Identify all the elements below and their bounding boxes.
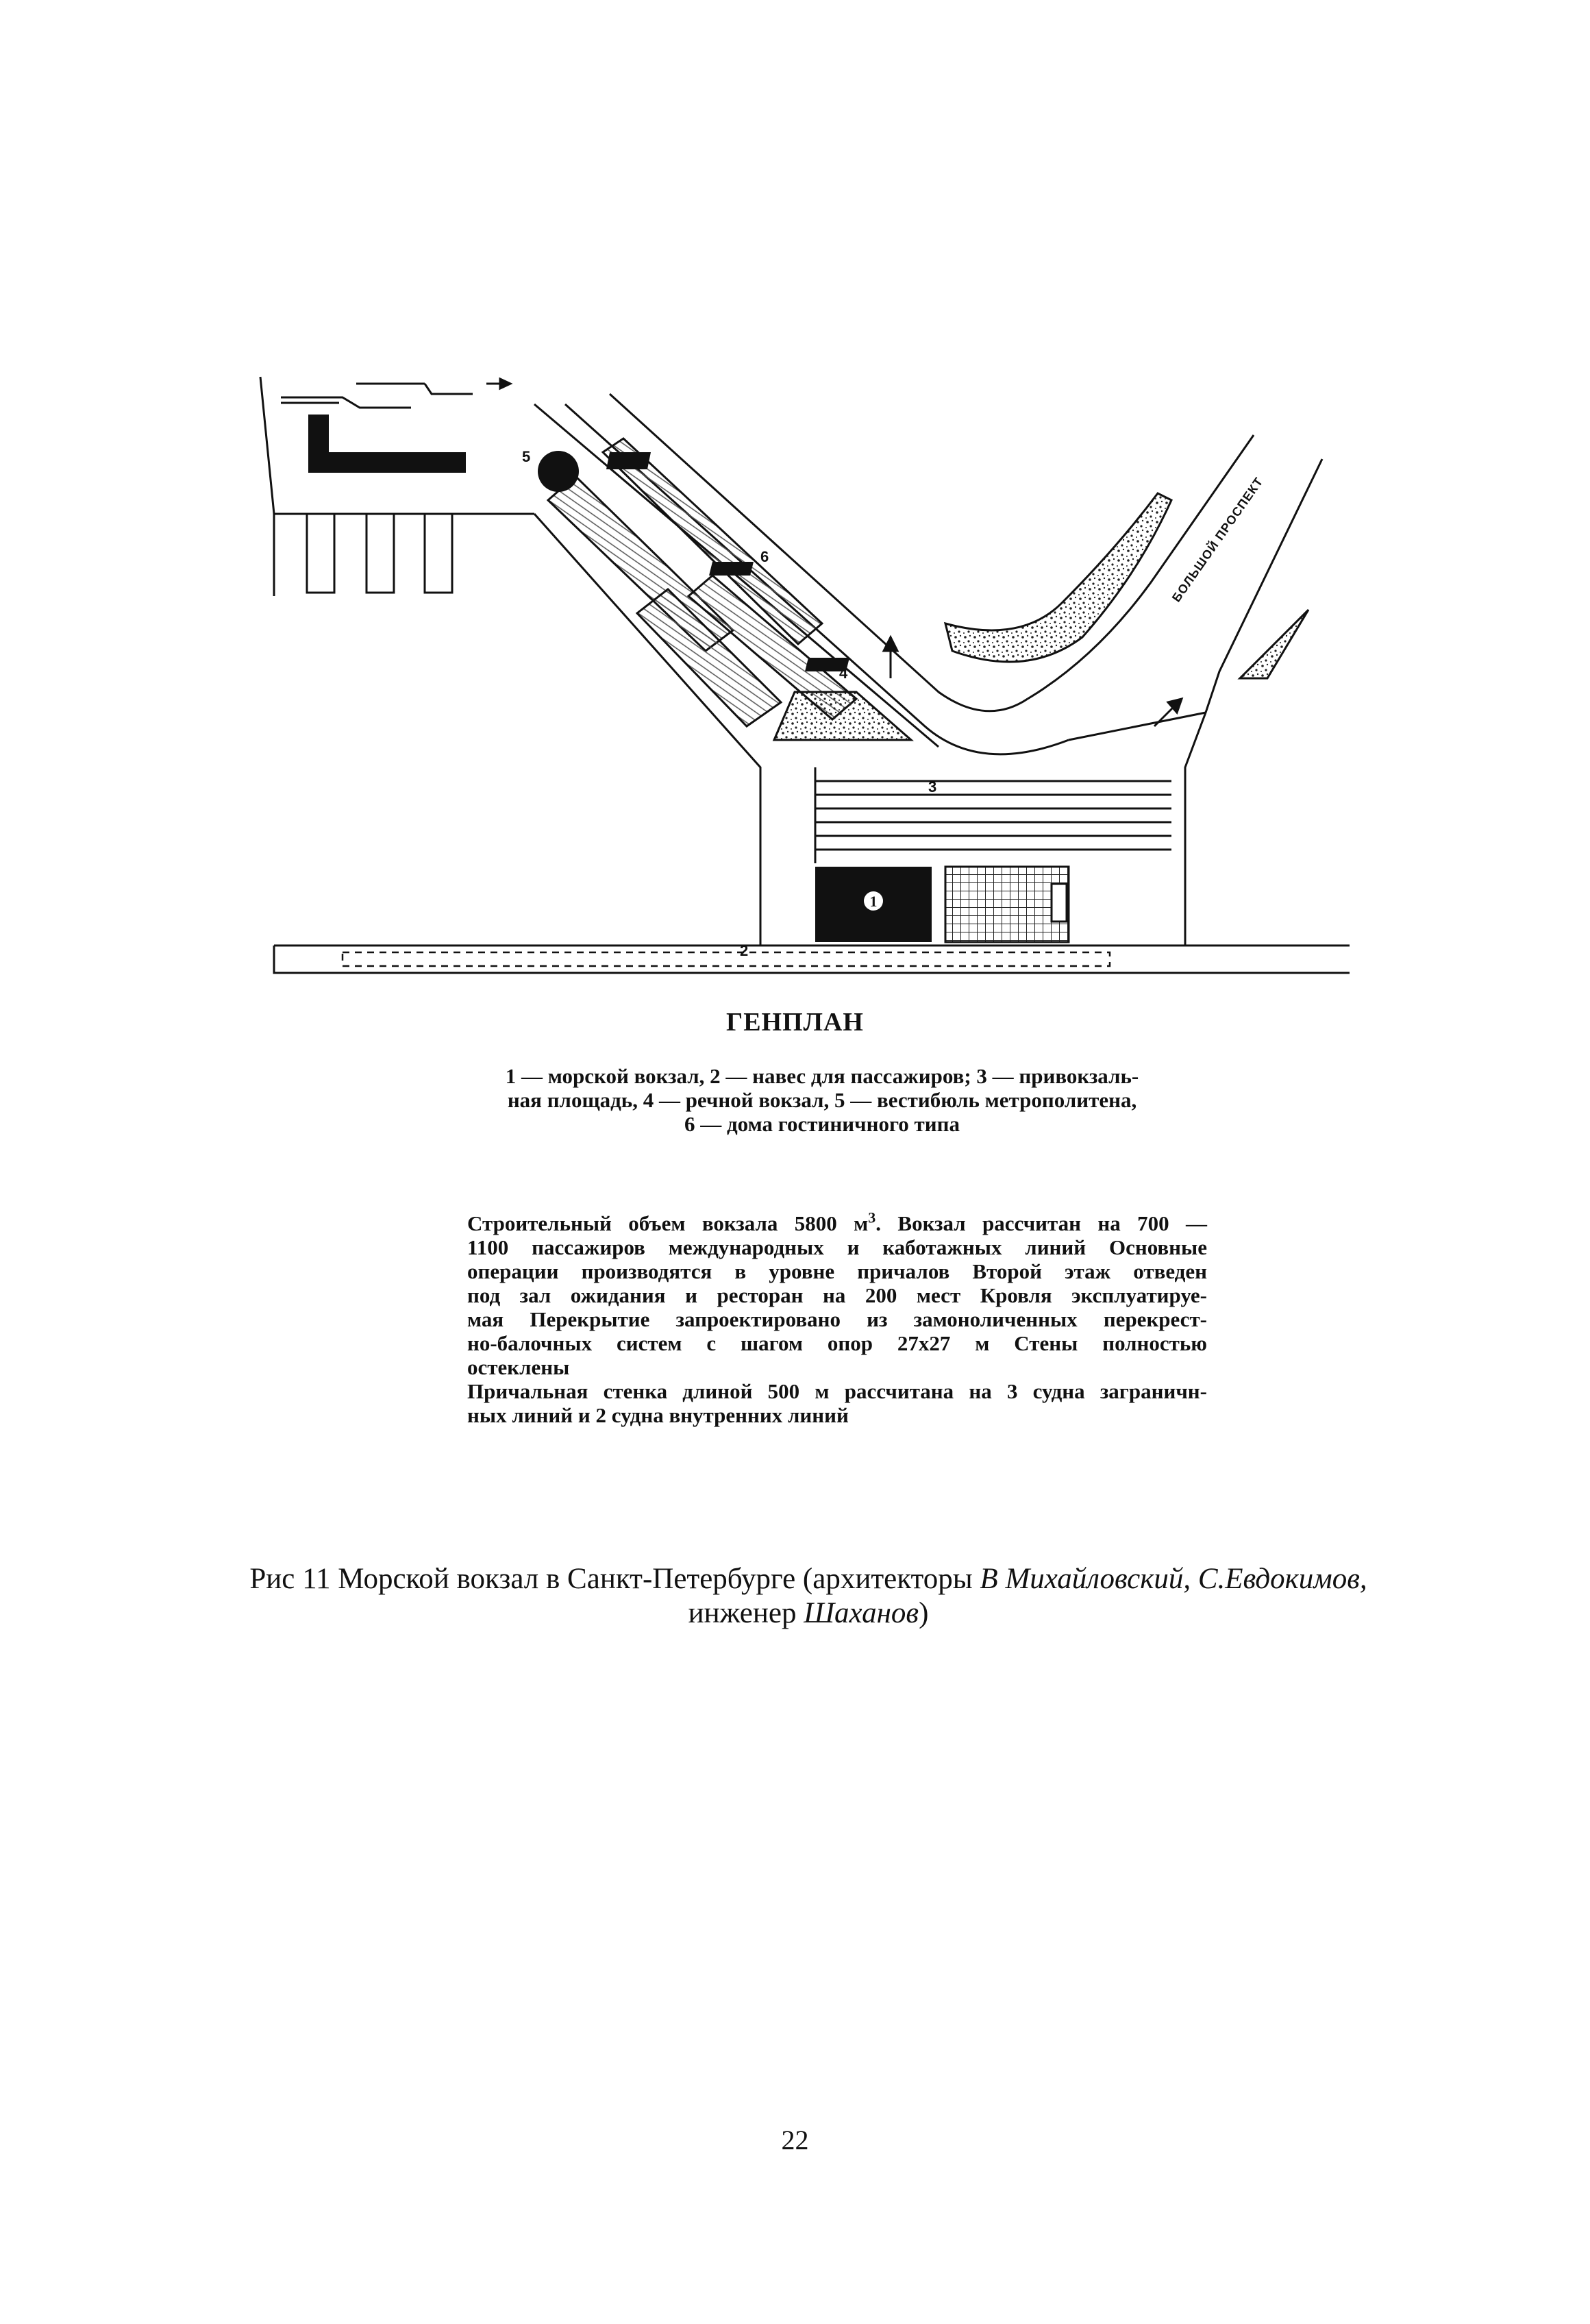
caption-line-2: инженер Шаханов) <box>688 1597 929 1629</box>
plan-label-6: 6 <box>760 548 769 565</box>
description-line: операции производятся в уровне причалов Второй этаж отведен <box>467 1259 1207 1283</box>
description-line: Строительный объем вокзала 5800 $м^3$. Вокзал рассчитан на 700 — <box>467 1209 1207 1235</box>
plan-label-3: 3 <box>928 778 937 795</box>
description-line: остеклены <box>467 1355 570 1379</box>
legend-line: 6 — дома гостиничного типа <box>684 1112 960 1136</box>
plan-title: ГЕНПЛАН <box>726 1008 864 1037</box>
legend-line: ная площадь, 4 — речной вокзал, 5 — вестибюль метрополитена, <box>507 1088 1137 1112</box>
site-plan-drawing <box>253 356 1350 987</box>
plan-label-2: 2 <box>740 942 749 959</box>
figure-caption <box>226 1562 1391 1631</box>
plan-label-4: 4 <box>839 665 848 682</box>
description-line: ных линий и 2 судна внутренних линий <box>467 1403 849 1427</box>
description-line: мая Перекрытие запроектировано из замоноличенных перекрест- <box>467 1307 1207 1331</box>
description-line: Причальная стенка длиной 500 м рассчитана на 3 судна заграничн- <box>467 1379 1207 1403</box>
plan-label-5: 5 <box>522 448 531 465</box>
description-line: но-балочных систем с шагом опор 27х27 м Стены полностью <box>467 1331 1207 1355</box>
page-number: 22 <box>781 2125 809 2155</box>
plan-label-1: 1 <box>869 893 878 910</box>
description-line: 1100 пассажиров международных и каботажных линий Основные <box>467 1235 1207 1259</box>
caption-line-1: Рис 11 Морской вокзал в Санкт-Петербурге (архитекторы В Михайловский, С.Евдокимов, <box>249 1563 1367 1595</box>
description-paragraph <box>467 1211 1207 1427</box>
legend-line: 1 — морской вокзал, 2 — навес для пассажиров; 3 — привокзаль- <box>505 1064 1139 1088</box>
plan-legend <box>452 1064 1192 1136</box>
street-label: БОЛЬШОЙ ПРОСПЕКТ <box>1169 474 1266 605</box>
description-line: под зал ожидания и ресторан на 200 мест Кровля эксплуатируе- <box>467 1283 1207 1307</box>
